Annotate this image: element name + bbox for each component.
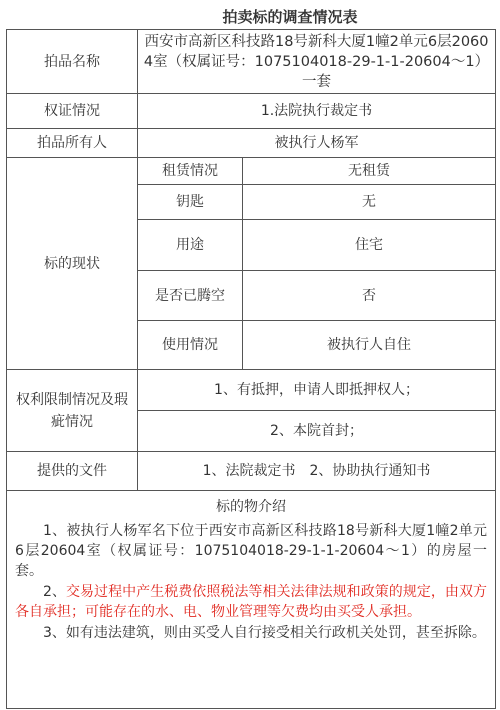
intro-paragraph-2 [15, 582, 487, 622]
survey-table [6, 29, 496, 709]
value-lease: 无租赁 [243, 158, 496, 185]
label-usage: 使用情况 [138, 321, 243, 370]
row-intro [7, 491, 496, 709]
row-cert [7, 94, 496, 129]
label-vacated: 是否已腾空 [138, 271, 243, 321]
label-status: 标的现状 [7, 158, 138, 370]
document-title: 拍卖标的调查情况表 [222, 8, 358, 26]
value-vacated: 否 [243, 271, 496, 321]
row-files [7, 452, 496, 491]
value-use: 住宅 [243, 220, 496, 271]
value-cert: 1.法院执行裁定书 [138, 94, 496, 129]
row-owner [7, 129, 496, 158]
intro-cell [7, 491, 496, 709]
value-owner: 被执行人杨军 [138, 129, 496, 158]
value-restrict-2: 2、本院首封； [138, 411, 496, 452]
label-lease: 租赁情况 [138, 158, 243, 185]
label-owner: 拍品所有人 [7, 129, 138, 158]
value-files: 1、法院裁定书 2、协助执行通知书 [138, 452, 496, 491]
intro-paragraph-1: 1、被执行人杨军名下位于西安市高新区科技路18号新科大厦1幢2单元6层20604室（权属证号：1075104018-29-1-1-20604～1）的房屋一套。 [15, 523, 487, 579]
row-status-lease [7, 158, 496, 185]
label-item-name: 拍品名称 [7, 30, 138, 94]
intro-paragraph-2-number: 2、 [43, 584, 66, 600]
label-cert: 权证情况 [7, 94, 138, 129]
label-restrict: 权利限制情况及瑕疵情况 [7, 370, 138, 452]
label-files: 提供的文件 [7, 452, 138, 491]
row-item-name [7, 30, 496, 94]
intro-title: 标的物介绍 [216, 499, 286, 515]
value-item-name: 西安市高新区科技路18号新科大厦1幢2单元6层20604室（权属证号：1075104018-29-1-1-20604～1）一套 [138, 30, 496, 94]
label-key: 钥匙 [138, 185, 243, 220]
value-key: 无 [243, 185, 496, 220]
value-restrict-1: 1、有抵押，申请人即抵押权人； [138, 370, 496, 411]
intro-paragraph-2-red-text: 交易过程中产生税费依照税法等相关法律法规和政策的规定，由双方各自承担；可能存在的水、电、物业管理等欠费均由买受人承担。 [15, 584, 487, 620]
value-usage: 被执行人自住 [243, 321, 496, 370]
row-restrict-1 [7, 370, 496, 411]
label-use: 用途 [138, 220, 243, 271]
intro-paragraph-3: 3、如有违法建筑，则由买受人自行接受相关行政机关处罚，甚至拆除。 [43, 625, 486, 641]
